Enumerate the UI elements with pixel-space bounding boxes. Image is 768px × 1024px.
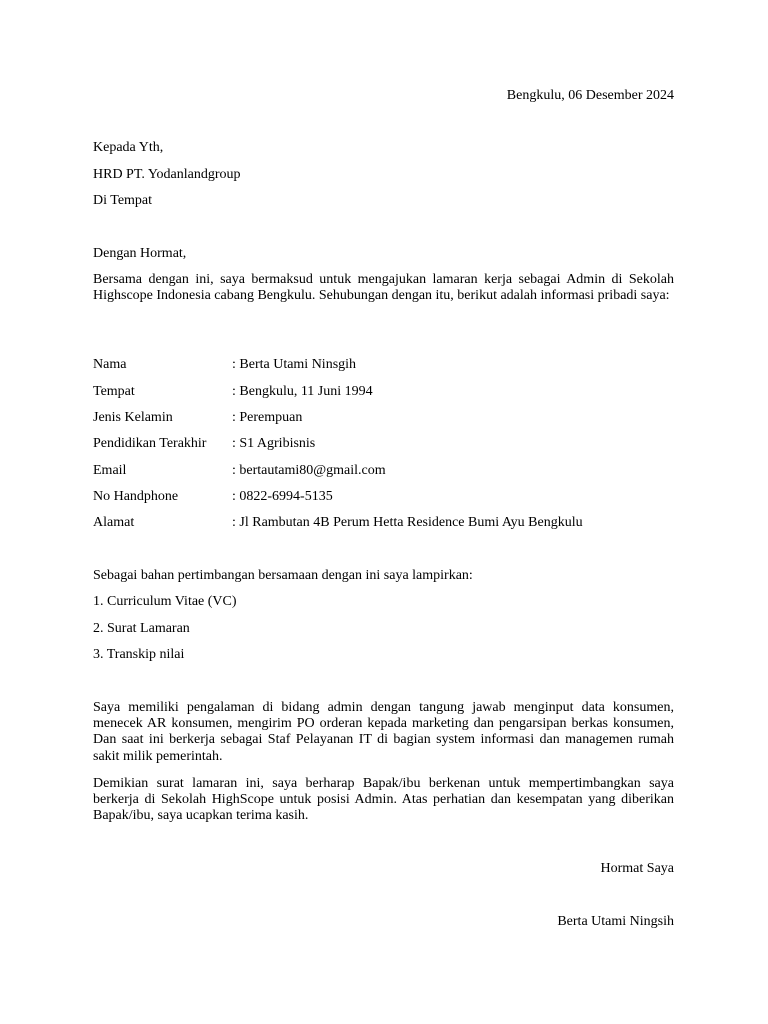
date-line: Bengkulu, 06 Desember 2024: [506, 88, 674, 103]
info-label: No Handphone: [93, 489, 179, 504]
recipient-line-1: Kepada Yth,: [93, 140, 164, 155]
recipient-line-2: HRD PT. Yodanlandgroup: [93, 167, 241, 182]
info-label: Nama: [93, 357, 127, 372]
greeting: Dengan Hormat,: [93, 246, 187, 261]
info-value: : bertautami80@gmail.com: [232, 463, 386, 478]
list-item: 2. Surat Lamaran: [93, 621, 190, 636]
info-value: : 0822-6994-5135: [232, 489, 333, 504]
info-label: Alamat: [93, 515, 135, 530]
experience-paragraph: Saya memiliki pengalaman di bidang admin dengan tangung jawab menginput data konsumen, menecek AR konsumen, mengirim PO orderan kepada marketing dan pengarsipan berkas konsumen, Dan saat ini berkerja sebagai Staf Pelayanan IT di bagian system informasi dan managemen rumah sakit milik pemerintah.: [93, 700, 674, 764]
info-value: : Bengkulu, 11 Juni 1994: [232, 384, 373, 399]
attachments-intro: Sebagai bahan pertimbangan bersamaan dengan ini saya lampirkan:: [93, 568, 473, 583]
signoff: Hormat Saya: [600, 861, 674, 876]
info-value: : Jl Rambutan 4B Perum Hetta Residence Bumi Ayu Bengkulu: [232, 515, 583, 530]
info-label: Pendidikan Terakhir: [93, 436, 207, 451]
intro-paragraph: Bersama dengan ini, saya bermaksud untuk mengajukan lamaran kerja sebagai Admin di Sekolah Highscope Indonesia cabang Bengkulu. Sehubungan dengan itu, berikut adalah informasi pribadi saya:: [93, 272, 674, 304]
recipient-line-3: Di Tempat: [93, 193, 153, 208]
info-value: : Berta Utami Ninsgih: [232, 357, 357, 372]
signature-name: Berta Utami Ningsih: [557, 914, 674, 929]
info-value: : S1 Agribisnis: [232, 436, 316, 451]
closing-paragraph: Demikian surat lamaran ini, saya berharap Bapak/ibu berkenan untuk mempertimbangkan saya berkerja di Sekolah HighScope untuk posisi Admin. Atas perhatian dan kesempatan yang diberikan Bapak/ibu, saya ucapkan terima kasih.: [93, 776, 674, 824]
info-label: Jenis Kelamin: [93, 410, 173, 425]
list-item: 1. Curriculum Vitae (VC): [93, 594, 237, 609]
info-label: Tempat: [93, 384, 135, 399]
info-label: Email: [93, 463, 127, 478]
list-item: 3. Transkip nilai: [93, 647, 185, 662]
info-value: : Perempuan: [232, 410, 303, 425]
